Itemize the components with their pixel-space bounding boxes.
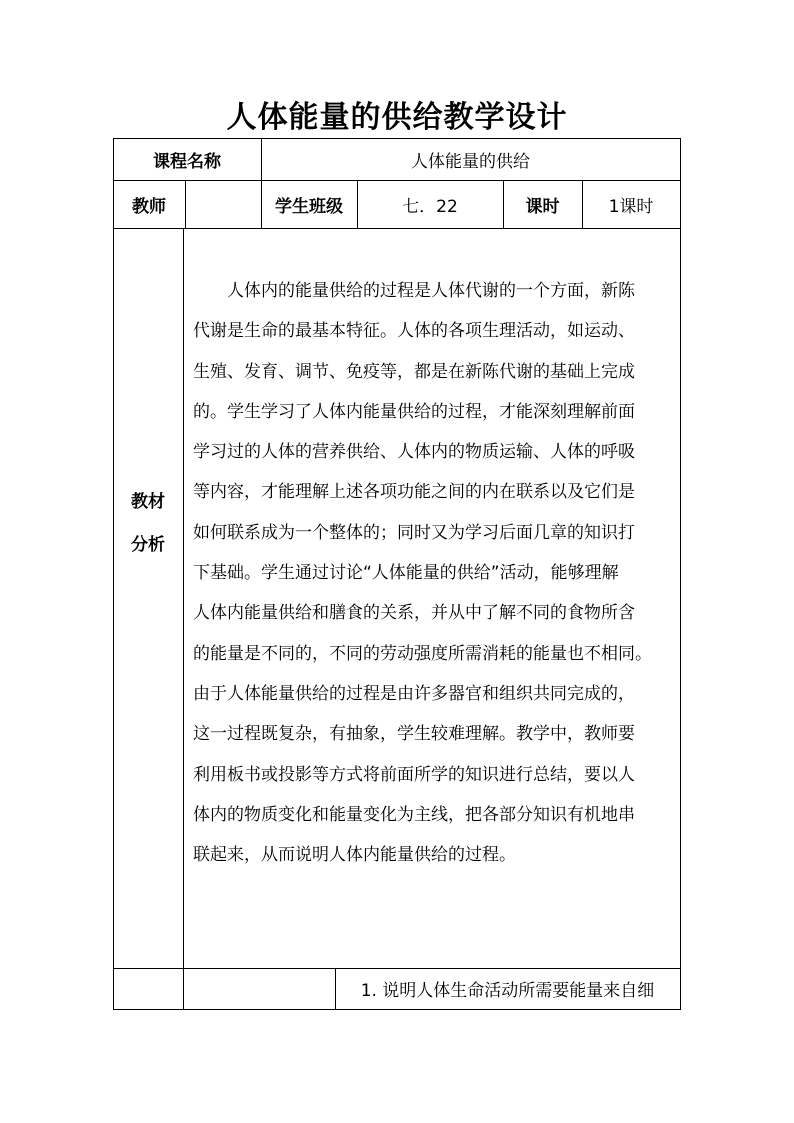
analysis-line: 人体内的能量供给的过程是人体代谢的一个方面，新陈: [227, 281, 635, 301]
analysis-line: 体内的物质变化和能量变化为主线，把各部分知识有机地串: [193, 804, 635, 825]
teacher-value: [185, 180, 261, 228]
analysis-line: 这一过程既复杂，有抽象，学生较难理解。教学中，教师要: [193, 724, 635, 745]
analysis-line: 代谢是生命的最基本特征。人体的各项生理活动，如运动、: [193, 321, 635, 342]
analysis-line: 等内容，才能理解上述各项功能之间的内在联系以及它们是: [193, 482, 635, 503]
analysis-line: 的能量是不同的，不同的劳动强度所需消耗的能量也不相同。: [193, 643, 652, 664]
analysis-line: 生殖、发育、调节、免疫等，都是在新陈代谢的基础上完成: [193, 361, 635, 382]
class-value: 七．22: [402, 196, 458, 217]
analysis-line: 下基础。学生通过讨论“人体能量的供给”活动，能够理解: [193, 563, 619, 584]
document-title: 人体能量的供给教学设计: [226, 100, 568, 135]
course-name-value: 人体能量的供给: [411, 151, 530, 172]
analysis-label-line2: 分析: [131, 535, 165, 555]
course-name-label: 课程名称: [153, 151, 221, 172]
period-label: 课时: [525, 196, 560, 217]
analysis-line: 人体内能量供给和膳食的关系，并从中了解不同的食物所含: [193, 603, 635, 624]
analysis-line: 如何联系成为一个整体的；同时又为学习后面几章的知识打: [193, 522, 635, 543]
teacher-label: 教师: [132, 196, 166, 217]
analysis-line: 利用板书或投影等方式将前面所学的知识进行总结，要以人: [193, 764, 635, 785]
analysis-line: 联起来，从而说明人体内能量供给的过程。: [193, 845, 516, 866]
analysis-line: 由于人体能量供给的过程是由许多器官和组织共同完成的，: [193, 683, 635, 704]
analysis-label-line1: 教材: [131, 492, 165, 512]
class-label: 学生班级: [275, 196, 343, 217]
analysis-line: 的。学生学习了人体内能量供给的过程，才能深刻理解前面: [193, 401, 635, 422]
analysis-line: 学习过的人体的营养供给、人体内的物质运输、人体的呼吸: [193, 442, 635, 463]
period-value: 1课时: [608, 196, 654, 217]
objective-item-1: 1. 说明人体生命活动所需要能量来自细: [360, 981, 655, 1001]
analysis-text: [193, 271, 678, 875]
